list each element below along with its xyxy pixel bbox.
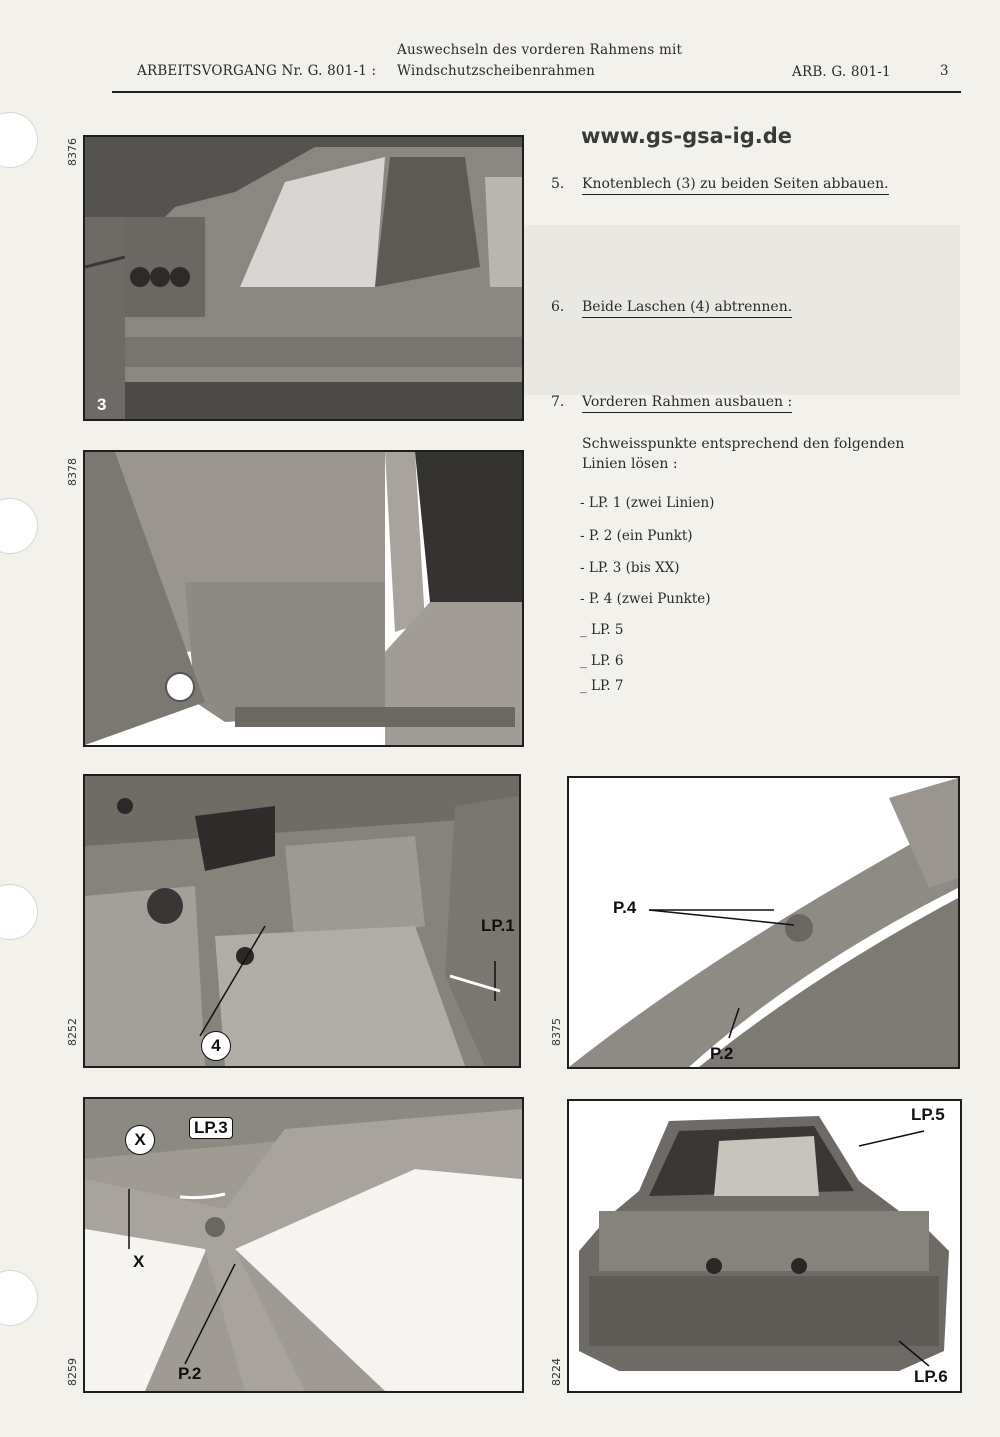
weld-list-item: - P. 2 (ein Punkt) [580,528,693,544]
punch-hole-4 [0,1270,38,1326]
photo-8252 [83,774,521,1068]
callout-4: 4 [201,1031,231,1061]
callout-p2: P.2 [710,1044,734,1063]
weld-list-item: - LP. 1 (zwei Linien) [580,495,715,511]
front-frame-image [569,1101,960,1391]
header-left: ARBEITSVORGANG Nr. G. 801-1 : [137,63,377,79]
callout-p4: P.4 [613,898,637,917]
photo-code: 8259 [66,1358,79,1386]
weld-list-item: - LP. 3 (bis XX) [580,560,680,576]
pillar-joint-image [569,778,958,1067]
weld-list-item: _ LP. 6 [580,653,624,669]
step-text: Beide Laschen (4) abtrennen. [582,299,792,318]
weld-list-item: _ LP. 5 [580,622,624,638]
punch-hole-3 [0,884,38,940]
photo-code: 8375 [550,1018,563,1046]
photo-code: 8224 [550,1358,563,1386]
website-url: www.gs-gsa-ig.de [581,124,792,148]
weld-list-item: - P. 4 (zwei Punkte) [580,591,711,607]
page-number: 3 [940,63,949,79]
callout-p2: P.2 [178,1364,202,1383]
photo-8376 [83,135,524,421]
callout-lp1: LP.1 [481,916,515,935]
step-text: Vorderen Rahmen ausbauen : [582,394,792,413]
header-right: ARB. G. 801-1 [792,64,891,80]
header-title-line2: Windschutzscheibenrahmen [397,63,596,79]
callout-lp3: LP.3 [189,1117,233,1139]
floor-panel-image [85,776,519,1066]
step-number: 7. [551,394,565,410]
weld-list-item: _ LP. 7 [580,678,624,694]
step7-description-line2: Linien lösen : [582,456,678,472]
photo-8378 [83,450,524,747]
door-pillar-image [85,452,522,745]
photo-8375 [567,776,960,1069]
photo-code: 8252 [66,1018,79,1046]
header-title-line1: Auswechseln des vorderen Rahmens mit [397,42,683,58]
photo-code: 8376 [66,138,79,166]
step-number: 6. [551,299,565,315]
header-rule [112,91,961,93]
punch-hole-1 [0,112,38,168]
callout-lp5: LP.5 [911,1105,945,1124]
punch-hole-2 [0,498,38,554]
step-text: Knotenblech (3) zu beiden Seiten abbauen. [582,176,889,195]
callout-x-bottom: X [133,1252,145,1271]
photo-code: 8378 [66,458,79,486]
step-number: 5. [551,176,565,192]
callout-x-top: X [125,1125,155,1155]
callout-3: 3 [97,395,107,414]
photo-8259 [83,1097,524,1393]
car-side-frame-image [85,137,522,419]
step7-description-line1: Schweisspunkte entsprechend den folgenden [582,436,905,452]
photo-8224 [567,1099,962,1393]
callout-lp6: LP.6 [914,1367,948,1386]
